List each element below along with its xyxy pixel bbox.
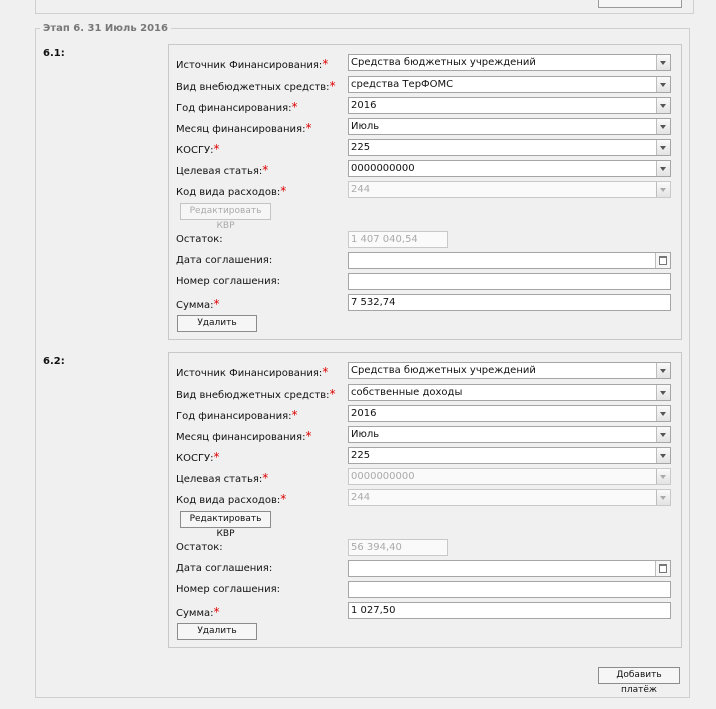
payment-2-kosgu-row <box>176 447 681 465</box>
payment-1-target-select[interactable]: 0000000000 <box>348 160 671 177</box>
chevron-down-icon[interactable] <box>656 119 670 134</box>
required-mark: * <box>280 184 287 198</box>
payment-2-kvr-select: 244 <box>348 489 671 506</box>
payment-2-month-row <box>176 426 681 444</box>
required-mark: * <box>280 492 287 506</box>
kvr-label: Код вида расходов: <box>176 187 281 198</box>
year-label: Год финансирования: <box>176 411 292 422</box>
payment-2-year-select[interactable]: 2016 <box>348 405 671 422</box>
payment-1-edit-kvr-button: Редактировать КВР <box>180 203 271 220</box>
payment-2-target-select: 0000000000 <box>348 468 671 485</box>
required-mark: * <box>305 121 312 135</box>
kind-label: Вид внебюджетных средств: <box>176 390 330 401</box>
payment-1-agreement-number-field[interactable] <box>348 273 671 290</box>
payment-2-kind-row <box>176 384 681 402</box>
payment-2-kosgu-select[interactable]: 225 <box>348 447 671 464</box>
required-mark: * <box>213 605 220 619</box>
stage-legend: Этап 6. 31 Июль 2016 <box>43 23 168 34</box>
required-mark: * <box>322 365 329 379</box>
balance-label: Остаток: <box>176 234 223 245</box>
chevron-down-icon <box>656 469 670 484</box>
chevron-down-icon[interactable] <box>656 427 670 442</box>
payment-1-sum-row <box>176 294 681 312</box>
required-mark: * <box>262 471 269 485</box>
payment-2-agreement-date-field[interactable] <box>348 560 671 577</box>
payment-2-balance-field: 56 394,40 <box>348 539 448 556</box>
payment-1-kvr-select: 244 <box>348 181 671 198</box>
payment-1-source-select[interactable]: Средства бюджетных учреждений <box>348 54 671 71</box>
payment-1-year-row <box>176 97 681 115</box>
calendar-icon[interactable] <box>655 561 670 576</box>
required-mark: * <box>291 408 298 422</box>
chevron-down-icon <box>656 182 670 197</box>
payment-2-sum-row <box>176 602 681 620</box>
required-mark: * <box>262 163 269 177</box>
payment-1-panel <box>168 44 682 340</box>
payment-2-edit-kvr-button[interactable]: Редактировать КВР <box>180 511 271 528</box>
payment-1-kosgu-row <box>176 139 681 157</box>
chevron-down-icon[interactable] <box>656 140 670 155</box>
payment-2-delete-button[interactable]: Удалить <box>177 623 257 640</box>
payment-1-balance-row <box>176 231 681 249</box>
kind-label: Вид внебюджетных средств: <box>176 82 330 93</box>
chevron-down-icon[interactable] <box>656 406 670 421</box>
calendar-icon[interactable] <box>655 253 670 268</box>
payment-1-delete-button[interactable]: Удалить <box>177 315 257 332</box>
payment-2-panel <box>168 352 682 648</box>
sum-label: Сумма: <box>176 608 214 619</box>
month-label: Месяц финансирования: <box>176 432 306 443</box>
payment-1-month-row <box>176 118 681 136</box>
year-label: Год финансирования: <box>176 103 292 114</box>
required-mark: * <box>213 450 220 464</box>
payment-1-kvr-row <box>176 181 681 199</box>
payment-1-number-row <box>176 273 681 291</box>
required-mark: * <box>291 100 298 114</box>
agreement-date-label: Дата соглашения: <box>176 255 273 266</box>
payment-2-month-select[interactable]: Июль <box>348 426 671 443</box>
chevron-down-icon[interactable] <box>656 363 670 378</box>
target-label: Целевая статья: <box>176 474 263 485</box>
required-mark: * <box>213 297 220 311</box>
payment-2-agreement-number-field[interactable] <box>348 581 671 598</box>
chevron-down-icon[interactable] <box>656 161 670 176</box>
agreement-number-label: Номер соглашения: <box>176 584 280 595</box>
payment-1-kind-select[interactable]: средства ТерФОМС <box>348 76 671 93</box>
payment-2-sum-field[interactable]: 1 027,50 <box>348 602 671 619</box>
kosgu-label: КОСГУ: <box>176 145 214 156</box>
add-payment-button[interactable]: Добавить платёж <box>598 667 680 684</box>
chevron-down-icon <box>656 490 670 505</box>
source-label: Источник Финансирования: <box>176 60 323 71</box>
previous-stage-frame <box>35 0 694 14</box>
chevron-down-icon[interactable] <box>656 448 670 463</box>
target-label: Целевая статья: <box>176 166 263 177</box>
required-mark: * <box>213 142 220 156</box>
payment-2-balance-row <box>176 539 681 557</box>
chevron-down-icon[interactable] <box>656 98 670 113</box>
kvr-label: Код вида расходов: <box>176 495 281 506</box>
payment-1-date-row <box>176 252 681 270</box>
chevron-down-icon[interactable] <box>656 55 670 70</box>
chevron-down-icon[interactable] <box>656 77 670 92</box>
payment-2-source-select[interactable]: Средства бюджетных учреждений <box>348 362 671 379</box>
payment-1-year-select[interactable]: 2016 <box>348 97 671 114</box>
required-mark: * <box>329 387 336 401</box>
payment-2-year-row <box>176 405 681 423</box>
chevron-down-icon[interactable] <box>656 385 670 400</box>
payment-2-source-row <box>176 362 681 380</box>
payment-1-label: 6.1: <box>43 48 65 59</box>
payment-1-sum-field[interactable]: 7 532,74 <box>348 294 671 311</box>
agreement-date-label: Дата соглашения: <box>176 563 273 574</box>
month-label: Месяц финансирования: <box>176 124 306 135</box>
required-mark: * <box>322 57 329 71</box>
payment-1-agreement-date-field[interactable] <box>348 252 671 269</box>
payment-2-number-row <box>176 581 681 599</box>
payment-2-kind-select[interactable]: собственные доходы <box>348 384 671 401</box>
kosgu-label: КОСГУ: <box>176 453 214 464</box>
payment-2-label: 6.2: <box>43 356 65 367</box>
payment-2-date-row <box>176 560 681 578</box>
payment-1-kind-row <box>176 76 681 94</box>
payment-1-month-select[interactable]: Июль <box>348 118 671 135</box>
required-mark: * <box>305 429 312 443</box>
payment-2-kvr-row <box>176 489 681 507</box>
payment-1-balance-field: 1 407 040,54 <box>348 231 448 248</box>
payment-2-target-row <box>176 468 681 486</box>
payment-1-target-row <box>176 160 681 178</box>
source-label: Источник Финансирования: <box>176 368 323 379</box>
balance-label: Остаток: <box>176 542 223 553</box>
previous-stage-button[interactable] <box>598 0 682 8</box>
sum-label: Сумма: <box>176 300 214 311</box>
agreement-number-label: Номер соглашения: <box>176 276 280 287</box>
required-mark: * <box>329 79 336 93</box>
payment-1-kosgu-select[interactable]: 225 <box>348 139 671 156</box>
payment-1-source-row <box>176 54 681 72</box>
